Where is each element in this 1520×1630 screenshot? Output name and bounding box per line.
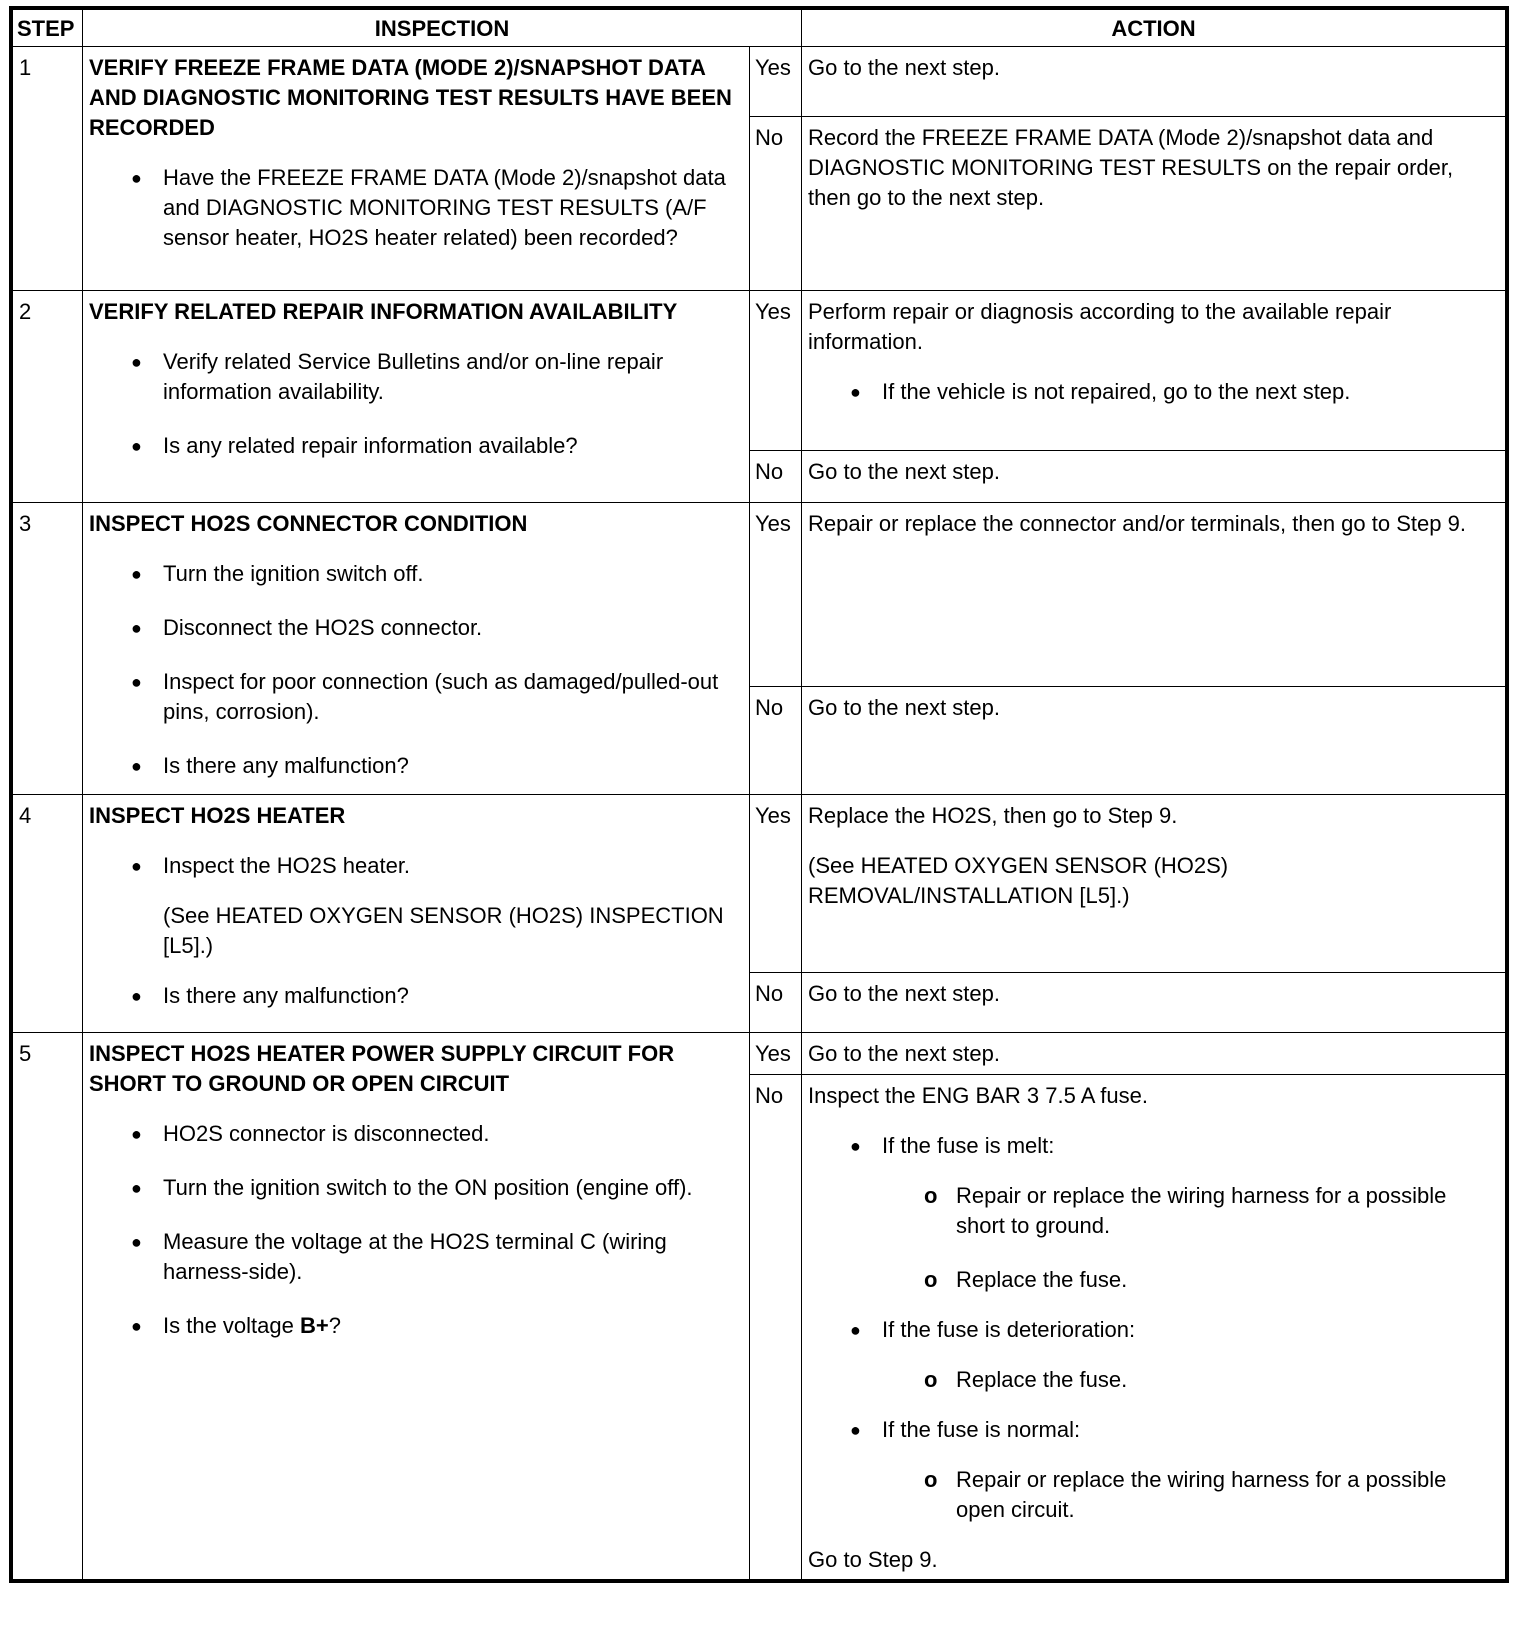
inspection-bullet: ● Verify related Service Bulletins and/or on-line repair information availability. xyxy=(89,347,743,407)
step-2-yes-row xyxy=(13,291,1506,451)
step-number: 5 xyxy=(13,1033,83,1580)
header-inspection: INSPECTION xyxy=(83,10,802,47)
inspection-bullet: ● HO2S connector is disconnected. xyxy=(89,1119,743,1149)
step-1-yes-row xyxy=(13,47,1506,117)
yes-action xyxy=(802,291,1506,451)
step-inspection xyxy=(83,47,750,291)
step-title: VERIFY FREEZE FRAME DATA (MODE 2)/SNAPSHOT DATA AND DIAGNOSTIC MONITORING TEST RESULTS HAVE BEEN RECORDED xyxy=(89,55,732,140)
bullet-text: ? xyxy=(328,1313,341,1338)
action-bullet: ● If the fuse is melt: xyxy=(808,1131,1499,1161)
step-inspection xyxy=(83,795,750,1033)
step-inspection xyxy=(83,503,750,795)
action-sub-bullet: o Repair or replace the wiring harness for a possible open circuit. xyxy=(808,1465,1499,1525)
no-action: Record the FREEZE FRAME DATA (Mode 2)/snapshot data and DIAGNOSTIC MONITORING TEST RESULTS on the repair order, then go to the next step. xyxy=(802,117,1506,291)
bullet-text: Is the voltage xyxy=(163,1313,300,1338)
inspection-bullet: ● Inspect for poor connection (such as damaged/pulled-out pins, corrosion). xyxy=(89,667,743,727)
action-sub-bullet: o Repair or replace the wiring harness for a possible short to ground. xyxy=(808,1181,1499,1241)
yes-action-text: Replace the HO2S, then go to Step 9. xyxy=(808,803,1178,828)
yes-label: Yes xyxy=(750,47,802,117)
step-4-yes-row xyxy=(13,795,1506,973)
yes-label: Yes xyxy=(750,795,802,973)
action-bullet: ● If the fuse is deterioration: xyxy=(808,1315,1499,1345)
inspection-bullet: ● Turn the ignition switch off. xyxy=(89,559,743,589)
no-label: No xyxy=(750,117,802,291)
yes-action: Go to the next step. xyxy=(802,1033,1506,1075)
step-3-yes-row xyxy=(13,503,1506,687)
header-action: ACTION xyxy=(802,10,1506,47)
yes-action: Repair or replace the connector and/or terminals, then go to Step 9. xyxy=(802,503,1506,687)
header-step: STEP xyxy=(13,10,83,47)
yes-action xyxy=(802,795,1506,973)
inspection-bullet: ● Inspect the HO2S heater. xyxy=(89,851,743,881)
step-5-yes-row xyxy=(13,1033,1506,1075)
step-number: 2 xyxy=(13,291,83,503)
inspection-bullet: ● Disconnect the HO2S connector. xyxy=(89,613,743,643)
action-sub-bullet: o Replace the fuse. xyxy=(808,1365,1499,1395)
step-title: INSPECT HO2S HEATER POWER SUPPLY CIRCUIT FOR SHORT TO GROUND OR OPEN CIRCUIT xyxy=(89,1041,675,1096)
no-action: Go to the next step. xyxy=(802,687,1506,795)
yes-label: Yes xyxy=(750,1033,802,1075)
action-bullet: ● If the fuse is normal: xyxy=(808,1415,1499,1445)
no-label: No xyxy=(750,1075,802,1580)
yes-label: Yes xyxy=(750,503,802,687)
inspection-bullet: ● Is there any malfunction? xyxy=(89,751,743,781)
yes-action-text: Perform repair or diagnosis according to the available repair information. xyxy=(808,299,1392,354)
action-bullet: ● If the vehicle is not repaired, go to the next step. xyxy=(808,377,1499,407)
step-number: 4 xyxy=(13,795,83,1033)
no-action: Go to the next step. xyxy=(802,973,1506,1033)
header-row xyxy=(13,10,1506,47)
step-number: 3 xyxy=(13,503,83,795)
step-title: INSPECT HO2S HEATER xyxy=(89,803,346,828)
inspection-bullet: ● Have the FREEZE FRAME DATA (Mode 2)/snapshot data and DIAGNOSTIC MONITORING TEST RESULTS (A/F sensor heater, HO2S heater related) been recorded? xyxy=(89,163,743,253)
step-inspection xyxy=(83,1033,750,1580)
final-action: Go to Step 9. xyxy=(808,1547,938,1572)
yes-label: Yes xyxy=(750,291,802,451)
yes-action: Go to the next step. xyxy=(802,47,1506,117)
no-label: No xyxy=(750,451,802,503)
step-number: 1 xyxy=(13,47,83,291)
inspection-bullet: ● Turn the ignition switch to the ON position (engine off). xyxy=(89,1173,743,1203)
step-title: INSPECT HO2S CONNECTOR CONDITION xyxy=(89,511,528,536)
inspection-bullet: ● Measure the voltage at the HO2S terminal C (wiring harness-side). xyxy=(89,1227,743,1287)
action-sub-bullet: o Replace the fuse. xyxy=(808,1265,1499,1295)
bullet-bold-value: B+ xyxy=(299,1313,329,1338)
no-action-text: Inspect the ENG BAR 3 7.5 A fuse. xyxy=(808,1083,1148,1108)
no-label: No xyxy=(750,687,802,795)
diagnostic-table xyxy=(9,6,1509,1583)
inspection-bullet: ● Is any related repair information available? xyxy=(89,431,743,461)
inspection-bullet: ● Is there any malfunction? xyxy=(89,981,743,1011)
no-label: No xyxy=(750,973,802,1033)
step-inspection xyxy=(83,291,750,503)
no-action xyxy=(802,1075,1506,1580)
inspection-reference-note: (See HEATED OXYGEN SENSOR (HO2S) INSPECTION [L5].) xyxy=(163,903,724,958)
step-title: VERIFY RELATED REPAIR INFORMATION AVAILABILITY xyxy=(89,299,678,324)
no-action: Go to the next step. xyxy=(802,451,1506,503)
inspection-bullet xyxy=(89,1311,743,1341)
action-reference-note: (See HEATED OXYGEN SENSOR (HO2S) REMOVAL/INSTALLATION [L5].) xyxy=(808,853,1229,908)
